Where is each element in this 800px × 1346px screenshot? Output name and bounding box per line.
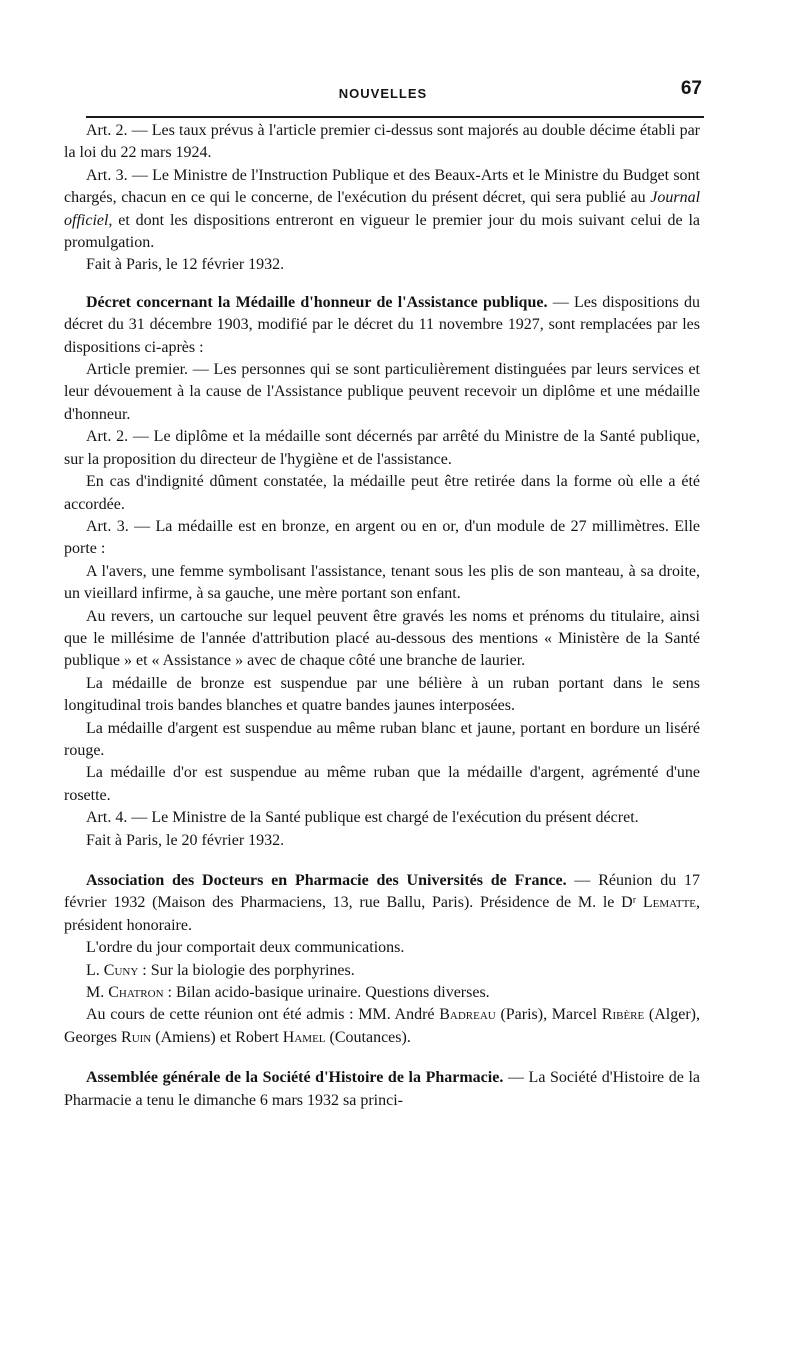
name-chatron: Chatron	[108, 984, 164, 1002]
paragraph-communication-chatron: M. Chatron : Bilan acido-basique urinaire. Questions diverses.	[86, 984, 490, 1002]
name-cuny: Cuny	[103, 961, 139, 979]
signature-line-1: Fait à Paris, le 12 février 1932.	[86, 256, 285, 274]
page-number: 67	[680, 78, 702, 99]
journal-officiel-italic: Journal officiel,	[64, 189, 701, 229]
paragraph-indignite: En cas d'indignité dûment constatée, la médaille peut être retirée dans la forme où elle a été accordée.	[64, 473, 700, 513]
paragraph-art3-medaille: Art. 3. — La médaille est en bronze, en argent ou en or, d'un module de 27 millimètres. Elle porte :	[64, 517, 700, 558]
paragraph-art2: Art. 2. — Les taux prévus à l'article premier ci-dessus sont majorés au double décime établi par la loi du 22 mars 1924.	[64, 122, 700, 162]
name-ribere: Ribère	[601, 1006, 645, 1024]
header-rule	[86, 116, 704, 118]
running-head: NOUVELLES	[338, 86, 428, 101]
section-gap	[64, 277, 700, 292]
section-medaille: Décret concernant la Médaille d'honneur de l'Assistance publique. — Les dispositions du décret du 31 décembre 1903, modifié par le décret du 11 novembre 1927, sont remplacées par les dispositions ci-après :	[64, 293, 701, 356]
paragraph-argent: La médaille d'argent est suspendue au même ruban blanc et jaune, portant en bordure un liséré rouge.	[64, 719, 700, 759]
section-title-association: Association des Docteurs en Pharmacie des Universités de France.	[86, 872, 567, 889]
name-badreau: Badreau	[439, 1006, 496, 1024]
article-body	[64, 120, 700, 1112]
paragraph-art2-medaille: Art. 2. — Le diplôme et la médaille sont décernés par arrêté du Ministre de la Santé publique, sur la proposition du directeur de l'hygiène et de l'assistance.	[64, 428, 700, 468]
paragraph-ordre-du-jour: L'ordre du jour comportait deux communications.	[86, 939, 405, 957]
paragraph-art4: Art. 4. — Le Ministre de la Santé publique est chargé de l'exécution du présent décret.	[86, 809, 639, 827]
name-ruin: Ruin	[121, 1028, 152, 1046]
section-title-medaille: Décret concernant la Médaille d'honneur de l'Assistance publique.	[86, 293, 548, 311]
name-lematte: Lematte,	[642, 894, 701, 912]
section-title-assemblee: Assemblée générale de la Société d'Histoire de la Pharmacie.	[86, 1069, 504, 1087]
section-association: Association des Docteurs en Pharmacie des Universités de France. — Réunion du 17 février 1932 (Maison des Pharmaciens, 13, rue Ballu, Paris). Présidence de M. le Dʳ Lematte, président honoraire.	[64, 872, 701, 934]
section-assemblee: Assemblée générale de la Société d'Histoire de la Pharmacie. — La Société d'Histoire de la Pharmacie a tenu le dimanche 6 mars 1932 sa princi-	[64, 1069, 701, 1109]
section-gap	[64, 852, 700, 870]
paragraph-communication-cuny: L. Cuny : Sur la biologie des porphyrines.	[86, 961, 355, 979]
paragraph-revers: Au revers, un cartouche sur lequel peuvent être gravés les noms et prénoms du titulaire, ainsi que le millésime de l'année d'attribution placé au-dessous des mentions « Ministère de la Santé publique » et « Assistance » avec de chaque côté une branche de laurier.	[64, 607, 700, 670]
paragraph-avers: A l'avers, une femme symbolisant l'assistance, tenant sous les plis de son manteau, à sa droite, un vieillard infirme, à sa gauche, une mère portant son enfant.	[64, 562, 700, 603]
section-gap	[64, 1049, 700, 1067]
paragraph-admis: Au cours de cette réunion ont été admis : MM. André Badreau (Paris), Marcel Ribère (Alger), Georges Ruin (Amiens) et Robert Hamel (Coutances).	[64, 1006, 701, 1046]
name-hamel: Hamel	[282, 1028, 326, 1046]
paragraph-art3: Art. 3. — Le Ministre de l'Instruction Publique et des Beaux-Arts et le Ministre du Budget sont chargés, chacun en ce qui le concerne, de l'exécution du présent décret, qui sera publié au Journal officiel, et dont les dispositions entreront en vigueur le premier jour du mois suivant celui de la promulgation.	[64, 166, 701, 252]
paragraph-article-premier: Article premier. — Les personnes qui se sont particulièrement distinguées par leurs services et leur dévouement à la cause de l'Assistance publique peuvent recevoir un diplôme et une médaille d'honneur.	[64, 361, 700, 423]
paragraph-bronze: La médaille de bronze est suspendue par une bélière à un ruban portant dans le sens longitudinal trois bandes blanches et quatre bandes jaunes interposées.	[64, 674, 700, 715]
signature-line-2: Fait à Paris, le 20 février 1932.	[86, 831, 285, 849]
page-header	[62, 78, 704, 102]
paragraph-or: La médaille d'or est suspendue au même ruban que la médaille d'argent, agrémenté d'une rosette.	[64, 764, 700, 804]
